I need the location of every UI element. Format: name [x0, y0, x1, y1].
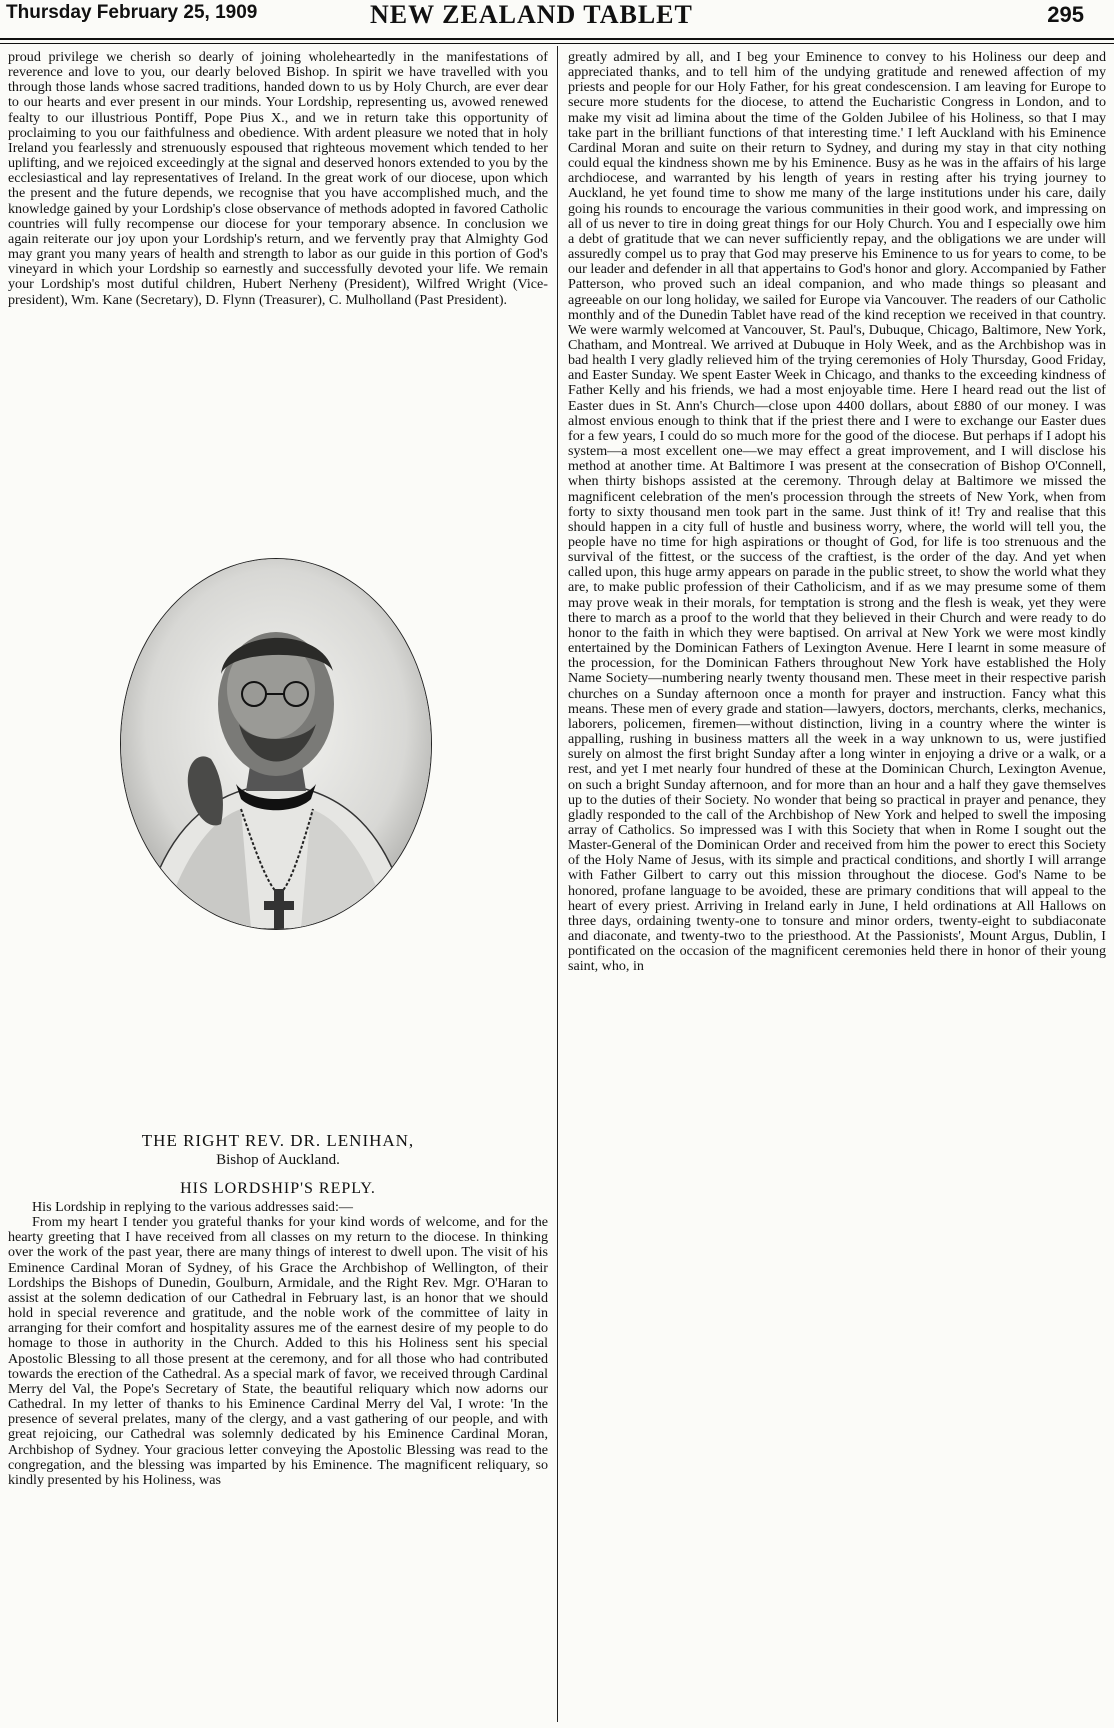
left-column-reply	[8, 1200, 548, 1728]
right-column-text: greatly admired by all, and I beg your Eminence to convey to his Holiness our deep and appreciated thanks, and to tell him of the undying gratitude and renewed affection of my priests and people for our Holy Father, for his great condescension. I am leaving for Europe to secure more students for the diocese, to attend the Eucharistic Congress in London, and to make my visit ad limina about the time of the Golden Jubilee of his Holiness, so that I may take part in the brilliant functions of that interesting time.' I left Auckland with his Eminence Cardinal Moran and suite on their return to Sydney, and during my stay in that city nothing could equal the kindness shown me by his Eminence. Busy as he was in the affairs of his large archdiocese, and warranted by his length of years in resting after his trying journey to Auckland, he yet found time to show me many of the large institutions under his care, daily going his rounds to encourage the various communities in their good work, and impressing on all of us never to tire in doing great things for our Holy Church. You and I especially owe him a debt of gratitude that we can never sufficiently repay, and the obligations we are under will assuredly compel us to pray that God may preserve his Eminence to us for years to come, to be our leader and defender in all that appertains to God's honor and glory. Accompanied by Father Patterson, who proved such an ideal companion, and who made things so pleasant and agreeable on our long holiday, we sailed for Europe via Vancouver. The readers of our Catholic monthly and of the Dunedin Tablet have read of the kind reception we received in that country. We were warmly welcomed at Vancouver, St. Paul's, Dubuque, Chicago, Baltimore, New York, Chatham, and Montreal. We arrived at Dubuque in Holy Week, and as the Archbishop was in bad health I very gladly relieved him of the trying ceremonies of Holy Thursday, Good Friday, and Easter Sunday. We spent Easter Week in Chicago, and thanks to the exceeding kindness of Father Kelly and his friends, we had a most enjoyable time. Here I heard read out the list of Easter dues in St. Ann's Church—close upon 4400 dollars, about £880 of our money. I was almost envious enough to think that if the priest there and I were to exchange our Easter dues for a few years, I could do so much more for the good of the diocese. But perhaps if I adopt his system—a most excellent one—we may effect a great improvement, and I will disclose his method at another time. At Baltimore I was present at the consecration of Bishop O'Connell, when thirty bishops assisted at the ceremony. Through delay at Baltimore we missed the magnificent celebration of the men's procession through the streets of New York, when from forty to sixty thousand men took part in the same. Just think of it! Try and realise that this should happen in a city full of hustle and business worry, where, the world will tell you, the people have no time for high aspirations or thought of God, for life is too strenuous and the survival of the fittest, or the success of the craftiest, is the order of the day. And yet when called upon, this huge army appears on parade in the public street, to show the world what they are, to make public profession of their Catholicism, and if as we may presume some of them may prove weak in their morals, for temptation is strong and the flesh is weak, yet they were there to march as a proof to the world that they believed in their Church and were ready to do honor to the faith in which they were baptised. On arrival at New York we were most kindly entertained by the Dominican Fathers of Lexington Avenue. Here I learnt in some measure of the procession, for the Dominican Fathers throughout New York have established the Holy Name Society—numbering nearly twenty thousand men. These meet in their respective parish churches on a Sunday afternoon once a month for prayer and instruction. Fancy what this means. These men of every grade and station—lawyers, doctors, merchants, clerks, mechanics, laborers, policemen, firemen—without distinction, living in a country where the winter is appalling, rushing in business matters all the week in a way unknown to us, were justified surely on almost the first bright Sunday after a long winter in enjoying a drive or a walk, or a rest, and yet I met nearly four hundred of these at the Dominican Church, Lexington Avenue, on such a bright Sunday afternoon, and for more than an hour and a half they gave themselves up to the duties of their Society. No wonder that being so practical in prayer and penance, they gladly responded to the call of the Archbishop of New York and helped to swell the imposing array of Catholics. So impressed was I with this Society that when in Rome I sought out the Master-General of the Dominican Order and received from him the power to erect this Society of the Holy Name of Jesus, with its simple and practical conditions, and shortly I will arrange with Father Gilbert to carry out this mission throughout the diocese. God's Name to be honored, profane language to be avoided, these are primary conditions that will appeal to the heart of every priest. Arriving in Ireland early in June, I held ordinations at All Hallows on three days, ordaining twenty-one to tonsure and minor orders, twenty-eight to subdiaconate and diaconate, and twenty-two to the priesthood. At the Passionists', Mount Argus, Dublin, I pontificated on the occasion of the magnificent ceremonies held there in honor of their young saint, who, in	[568, 50, 1106, 975]
page-header	[0, 0, 1114, 40]
portrait-caption-name: THE RIGHT REV. DR. LENIHAN,	[141, 1131, 415, 1150]
column-divider	[557, 46, 558, 1722]
portrait-illustration	[121, 559, 431, 929]
left-column-top	[8, 50, 548, 530]
issue-date: Thursday February 25, 1909	[6, 2, 258, 23]
page-number: 295	[1047, 2, 1084, 27]
header-rule	[0, 43, 1114, 44]
bishop-portrait	[120, 558, 430, 928]
masthead-title: NEW ZEALAND TABLET	[370, 0, 693, 29]
reply-intro: His Lordship in replying to the various addresses said:—	[32, 1200, 353, 1215]
address-text: proud privilege we cherish so dearly of joining wholeheartedly in the manifestations of reverence and love to you, our dearly beloved Bishop. In spirit we have travelled with you through those lands whose sacred traditions, handed down to us by Holy Church, are ever dear to our hearts and ever present in our minds. Your Lordship, representing us, avowed renewed fealty to our illustrious Pontiff, Pope Pius X., and we in return take this opportunity of proclaiming to you our faithfulness and obedience. With ardent pleasure we noted that in holy Ireland you fearlessly and strenuously espoused that righteous movement which tended to her uplifting, and we rejoiced exceedingly at the signal and deserved honors extended to you by the ecclesiastical and lay representatives of Ireland. In the great work of our diocese, upon which the present and the future depends, we recognise that you have accomplished much, and the knowledge gained by your Lordship's close observance of methods adopted in favored Catholic countries will fully recompense our diocese for your temporary absence. In conclusion we again reiterate our joy upon your Lordship's return, and we fervently pray that Almighty God may grant you many years of health and strength to labor as our guide in this portion of God's vineyard in which your Lordship so earnestly and successfully devoted your life. We remain your Lordship's most dutiful children, Hubert Nerheny (President), Wilfred Wright (Vice-president), Wm. Kane (Secretary), D. Flynn (Treasurer), C. Mulholland (Past President).	[8, 50, 548, 308]
section-heading: HIS LORDSHIP'S REPLY.	[180, 1180, 376, 1197]
right-column	[568, 50, 1106, 1724]
portrait-caption-title: Bishop of Auckland.	[216, 1152, 340, 1168]
reply-text: From my heart I tender you grateful thanks for your kind words of welcome, and for the hearty greeting that I have received from all classes on my return to the diocese. In thinking over the work of the past year, there are many things of interest to dwell upon. The visit of his Eminence Cardinal Moran of Sydney, of his Grace the Archbishop of Wellington, of their Lordships the Bishops of Dunedin, Goulburn, Armidale, and the Right Rev. Mgr. O'Haran to assist at the solemn dedication of our Cathedral in February last, is an honor that we should hold in special reverence and gratitude, and the noble work of the committee of laity in arranging for their comfort and hospitality assures me of the earnest desire of my people to do homage to those in authority in the Church. Added to this his Holiness sent his special Apostolic Blessing to all those present at the ceremony, and for all those who had contributed towards the erection of the Cathedral. As a special mark of favor, we received through Cardinal Merry del Val, the Pope's Secretary of State, the beautiful reliquary which now adorns our Cathedral. In my letter of thanks to his Eminence Cardinal Merry del Val, I wrote: 'In the presence of several prelates, many of the clergy, and a vast gathering of our people, and with great rejoicing, our Cathedral was solemnly dedicated by his Eminence Cardinal Moran, Archbishop of Sydney. Your gracious letter conveying the Apostolic Blessing was read to the congregation, and the blessing was imparted by his Eminence. The magnificent reliquary, so kindly presented by his Holiness, was	[8, 1214, 548, 1488]
portrait-oval-frame	[120, 558, 432, 930]
